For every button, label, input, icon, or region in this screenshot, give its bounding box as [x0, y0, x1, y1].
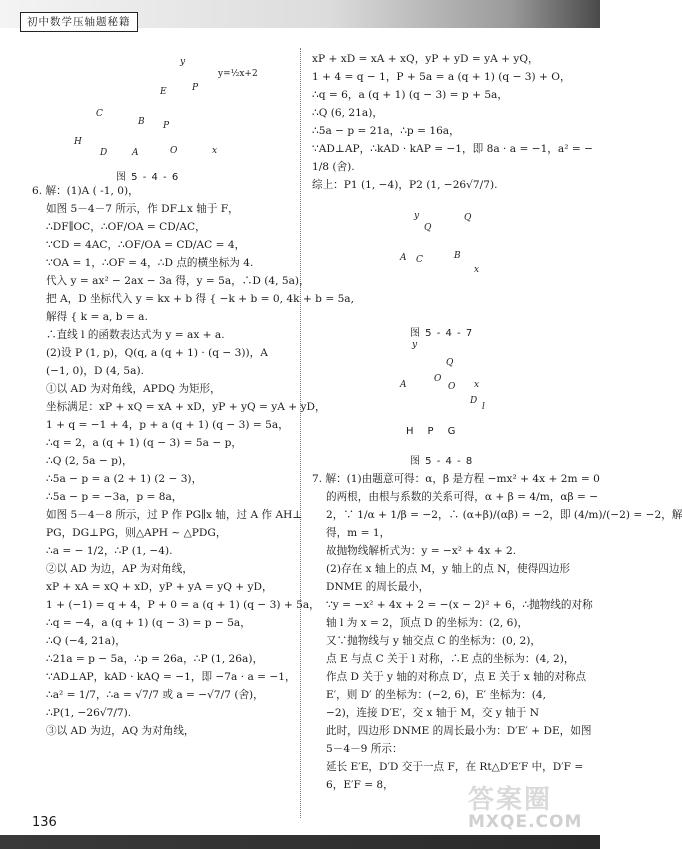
fig546-label-E: E — [160, 87, 167, 97]
solution-line: ∵AD⊥AP，kAD · kAQ = −1，即 −7a · a = −1， — [46, 671, 296, 683]
solution-line: ∴DF∥OC，∴OF/OA = CD/AC， — [46, 221, 206, 233]
solution-line: DNME 的周长最小， — [326, 581, 430, 593]
solution-line: ∴直线 l 的函数表达式为 y = ax + a. — [46, 329, 225, 341]
fig546-label-P: P — [163, 121, 170, 131]
book-title-header: 初中数学压轴题秘籍 — [20, 12, 138, 32]
solution-line: 1 + (−1) = q + 4，P + 0 = a (q + 1) (q − 3) + 5a， — [46, 599, 320, 611]
right-column-top-text — [312, 50, 593, 194]
left-column-text — [32, 182, 354, 740]
fig546-label-eq: y=½x+2 — [218, 69, 258, 79]
solution-line: ③以 AD 为边，AQ 为对角线， — [46, 725, 195, 737]
figure-5-4-8-hpg — [406, 426, 469, 437]
fig546-label-x: x — [212, 146, 218, 156]
solution-line: ∴5a − p = a (2 + 1) (2 − 3)， — [46, 473, 203, 485]
fig546-label-A: A — [132, 148, 139, 158]
fig547-label-A: A — [400, 253, 407, 263]
solution-line: 5－4－9 所示： — [326, 743, 403, 755]
figure-5-4-7-drawing — [380, 200, 530, 300]
solution-line: xP + xA = xQ + xD，yP + yA = yQ + yD， — [46, 581, 273, 593]
fig546-label-H: H — [74, 137, 82, 147]
solution-line: 1/8 (舍). — [312, 161, 355, 173]
solution-line: 6，E′F = 8， — [326, 779, 394, 791]
solution-line: ∴a = − 1/2，∴P (1, −4). — [46, 545, 173, 557]
solution-line: ∴5a − p = 21a，∴p = 16a， — [312, 125, 460, 137]
solution-line: ∵AD⊥AP，∴kAD · kAP = −1，即 8a · a = −1，a² = − — [312, 143, 593, 155]
solution-line: 作点 D 关于 y 轴的对称点 D′，点 E 关于 x 轴的对称点 — [326, 671, 587, 683]
figure-5-4-6-drawing — [40, 50, 290, 165]
solution-line: 综上：P1 (1, −4)，P2 (1, −26√7/7). — [312, 179, 498, 191]
fig547-label-Q: Q — [424, 223, 432, 233]
fig546-label-C: C — [96, 109, 103, 119]
solution-line: (−1, 0)，D (4, 5a). — [46, 365, 144, 377]
solution-line: 2，∵ 1/α + 1/β = −2，∴ (α+β)/(αβ) = −2，即 (4/m)/(−2) = −2，解 — [326, 509, 682, 521]
solution-line: −2)，连接 D′E′，交 x 轴于 M，交 y 轴于 N — [326, 707, 539, 719]
fig548-label-P: P — [427, 426, 448, 437]
fig547-label-Q2: Q — [464, 213, 472, 223]
figure-5-4-6-caption: 图 5 - 4 - 6 — [116, 172, 180, 183]
column-divider — [300, 48, 301, 818]
solution-line: 如图 5－4－7 所示，作 DF⊥x 轴于 F， — [46, 203, 239, 215]
solution-line: ∴q = −4，a (q + 1) (q − 3) = p − 5a， — [46, 617, 251, 629]
solution-line: ∵CD = 4AC，∴OF/OA = CD/AC = 4， — [46, 239, 246, 251]
fig547-label-B: B — [454, 251, 461, 261]
fig548-label-l: l — [482, 402, 485, 412]
solution-line: 故抛物线解析式为：y = −x² + 4x + 2. — [326, 545, 517, 557]
fig548-label-y: y — [412, 340, 418, 350]
figure-5-4-7-caption: 图 5 - 4 - 7 — [410, 328, 474, 339]
solution-line: ∴21a = p − 5a，∴p = 26a，∴P (1, 26a)， — [46, 653, 264, 665]
solution-line: 得，m = 1， — [326, 527, 391, 539]
fig548-label-O: O — [434, 374, 442, 384]
solution-line: 轴 l 为 x = 2，顶点 D 的坐标为：(2, 6)， — [326, 617, 529, 629]
solution-line: 又∵抛物线与 y 轴交点 C 的坐标为：(0, 2)， — [326, 635, 541, 647]
solution-line: ∴Q (2, 5a − p)， — [46, 455, 133, 467]
fig547-label-C: C — [416, 255, 423, 265]
fig546-label-O: O — [170, 146, 178, 156]
solution-line: 6. 解：(1)A ( -1, 0)， — [32, 185, 139, 197]
fig546-label-P2: P — [192, 83, 199, 93]
fig546-label-y: y — [180, 57, 186, 67]
fig546-label-D: D — [100, 148, 108, 158]
solution-line: (2)存在 x 轴上的点 M，y 轴上的点 N，使得四边形 — [326, 563, 571, 575]
solution-line: 如图 5－4－8 所示，过 P 作 PG∥x 轴，过 A 作 AH⊥ — [46, 509, 303, 521]
solution-line: 1 + 4 = q − 1，P + 5a = a (q + 1) (q − 3) + O， — [312, 71, 571, 83]
solution-line: ∴a² = 1/7，∴a = √7/7 或 a = −√7/7 (舍)， — [46, 689, 264, 701]
figure-5-4-8-caption: 图 5 - 4 - 8 — [410, 456, 474, 467]
solution-line: 代入 y = ax² − 2ax − 3a 得，y = 5a，∴D (4, 5a)， — [46, 275, 310, 287]
solution-line: ①以 AD 为对角线，APDQ 为矩形， — [46, 383, 221, 395]
fig548-label-D: D — [470, 396, 478, 406]
bottom-band — [0, 835, 600, 849]
solution-line: ∴Q (6, 21a)， — [312, 107, 383, 119]
solution-line: xP + xD = xA + xQ，yP + yD = yA + yQ， — [312, 53, 539, 65]
fig548-label-x: x — [474, 380, 480, 390]
fig546-label-B: B — [138, 117, 145, 127]
solution-line: E′，则 D′ 的坐标为：(−2, 6)，E′ 坐标为：(4, — [326, 689, 547, 701]
fig548-label-H: H — [406, 426, 428, 437]
fig548-label-A: A — [400, 380, 407, 390]
solution-line: ∴q = 6，a (q + 1) (q − 3) = p + 5a， — [312, 89, 508, 101]
figure-5-4-6 — [40, 50, 290, 165]
solution-line: 延长 E′E，D′D 交于一点 F，在 Rt△D′E′F 中，D′F = — [326, 761, 584, 773]
solution-line: ∴P(1, −26√7/7). — [46, 707, 132, 719]
fig547-label-y: y — [414, 211, 420, 221]
fig548-label-O2: O — [448, 382, 456, 392]
figure-5-4-7 — [380, 200, 530, 300]
solution-line: 把 A，D 坐标代入 y = kx + b 得 { −k + b = 0, 4k + b = 5a, — [46, 293, 354, 305]
fig547-label-x: x — [474, 265, 480, 275]
watermark-line1: 答案圈 — [468, 785, 553, 815]
solution-line: (2)设 P (1, p)，Q(q, a (q + 1) · (q − 3))，A — [46, 347, 268, 359]
watermark-logo — [468, 779, 588, 835]
solution-line: ∵OA = 1，∴OF = 4，∴D 点的横坐标为 4. — [46, 257, 254, 269]
solution-line: 此时，四边形 DNME 的周长最小为：D′E′ + DE，如图 — [326, 725, 592, 737]
solution-line: 7. 解：(1)由题意可得：α，β 是方程 −mx² + 4x + 2m = 0 — [312, 473, 600, 485]
watermark-line2: MXQE.COM — [468, 812, 583, 832]
page-number: 136 — [32, 815, 57, 830]
right-column-bottom-text — [312, 470, 682, 794]
solution-line: 的两根，由根与系数的关系可得，α + β = 4/m，αβ = − — [326, 491, 599, 503]
solution-line: ∴5a − p = −3a，p = 8a， — [46, 491, 183, 503]
solution-line: ②以 AD 为边，AP 为对角线， — [46, 563, 193, 575]
fig548-label-G: G — [447, 426, 470, 437]
fig548-label-Q: Q — [446, 358, 454, 368]
solution-line: 解得 { k = a, b = a. — [46, 311, 148, 323]
solution-line: 坐标满足：xP + xQ = xA + xD，yP + yQ = yA + yD， — [46, 401, 326, 413]
solution-line: ∴Q (−4, 21a)， — [46, 635, 126, 647]
solution-line: 点 E 与点 C 关于 l 对称，∴E 点的坐标为：(4, 2)， — [326, 653, 575, 665]
solution-line: PG，DG⊥PG，则△APH ∼ △PDG， — [46, 527, 227, 539]
solution-line: 1 + q = −1 + 4，p + a (q + 1) (q − 3) = 5a， — [46, 419, 289, 431]
solution-line: ∵y = −x² + 4x + 2 = −(x − 2)² + 6，∴抛物线的对称 — [326, 599, 593, 611]
solution-line: ∴q = 2，a (q + 1) (q − 3) = 5a − p， — [46, 437, 242, 449]
